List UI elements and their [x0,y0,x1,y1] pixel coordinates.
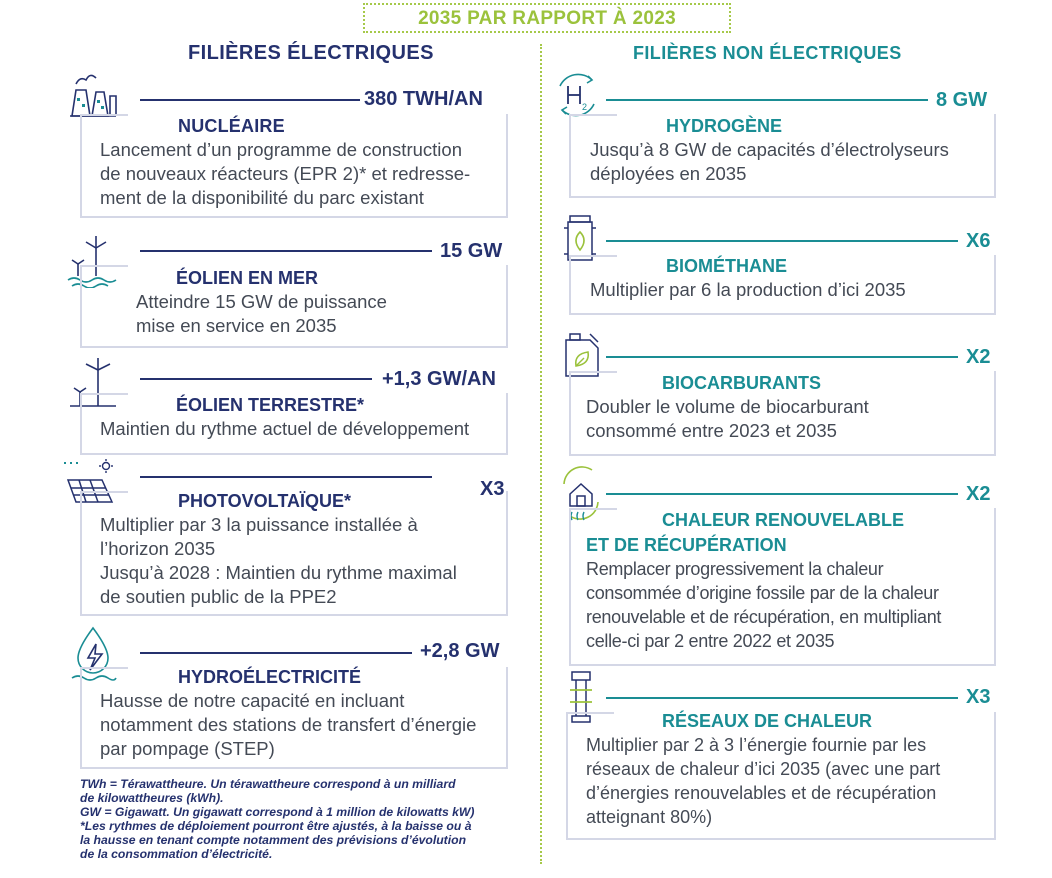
eolien-terrestre-name: ÉOLIEN TERRESTRE* [176,395,365,415]
reseaux-chaleur-name: RÉSEAUX DE CHALEUR [662,711,873,731]
biocarburants-value: X2 [966,346,991,368]
nucleaire-value: 380 TWH/AN [364,88,483,110]
photovoltaique-value: X3 [480,478,505,500]
hydrogen-icon [552,70,602,120]
svg-text:2: 2 [582,102,588,112]
hydrogene-value: 8 GW [936,89,988,111]
eolien-terrestre-description: Maintien du rythme actuel de développement [100,418,470,439]
biomethane-name: BIOMÉTHANE [666,256,787,276]
chaleur-renouvelable-name: CHALEUR RENOUVELABLE [662,510,905,530]
right-column-title: FILIÈRES NON ÉLECTRIQUES [633,43,902,63]
left-column-title: FILIÈRES ÉLECTRIQUES [188,42,434,64]
biomethane-description: Multiplier par 6 la production d’ici 2035 [590,279,906,300]
footnotes: TWh = Térawattheure. Un térawattheure correspond à un milliard de kilowattheures (kWh). GW = Gigawatt. Un gigawatt correspond à 1 million de kilowatts kW) *Les rythmes de déploiement pourront être ajustés, à la baisse ou à la hausse en tenant compte notamment des prévisions d’évolution de la consommation d’électricité. [80,777,475,861]
nucleaire-description: Lancement d’un programme de construction de nouveaux réacteurs (EPR 2)* et redresse- ment de la disponibilité du parc existant [100,139,471,208]
column-divider [540,44,542,864]
hydroelectricite-name: HYDROÉLECTRICITÉ [178,667,362,687]
chaleur-renouvelable-description: Remplacer progressivement la chaleur consommée d’origine fossile par de la chaleur renouvelable et de récupération, en multipliant celle-ci par 2 entre 2022 et 2035 [586,559,942,651]
biocarburants-description: Doubler le volume de biocarburant consommé entre 2023 et 2035 [586,396,869,441]
nucleaire-top-line [140,99,360,101]
chaleur-renouvelable-name-line2: ET DE RÉCUPÉRATION [586,535,787,555]
hydrogene-name: HYDROGÈNE [666,116,783,136]
nucleaire-name: NUCLÉAIRE [178,116,285,136]
reseaux-chaleur-description: Multiplier par 2 à 3 l’énergie fournie par les réseaux de chaleur d’ici 2035 (avec une part d’énergies renouvelables et de récupération atteignant 80%) [586,735,941,827]
reseaux-chaleur-value: X3 [966,686,991,708]
eolien-mer-description: Atteindre 15 GW de puissance mise en service en 2035 [136,291,387,336]
biomethane-value: X6 [966,230,991,252]
eolien-mer-value: 15 GW [440,240,503,262]
biocarburants-name: BIOCARBURANTS [662,373,821,393]
hydrogene-description: Jusqu’à 8 GW de capacités d’électrolyseurs déployées en 2035 [590,139,949,184]
eolien-terrestre-value: +1,3 GW/AN [382,368,496,390]
hydroelectricite-description: Hausse de notre capacité en incluant notamment des stations de transfert d’énergie par pompage (STEP) [100,690,477,759]
photovoltaique-description: Multiplier par 3 la puissance installée à l’horizon 2035 Jusqu’à 2028 : Maintien du rythme maximal de soutien public de la PPE2 [100,514,457,607]
photovoltaique-name: PHOTOVOLTAÏQUE* [178,491,352,511]
eolien-mer-name: ÉOLIEN EN MER [176,268,319,288]
chaleur-renouvelable-value: X2 [966,483,991,505]
hydroelectricite-value: +2,8 GW [420,640,500,662]
period-banner: 2035 PAR RAPPORT À 2023 [363,3,731,33]
nuclear-plant-icon [66,66,120,120]
